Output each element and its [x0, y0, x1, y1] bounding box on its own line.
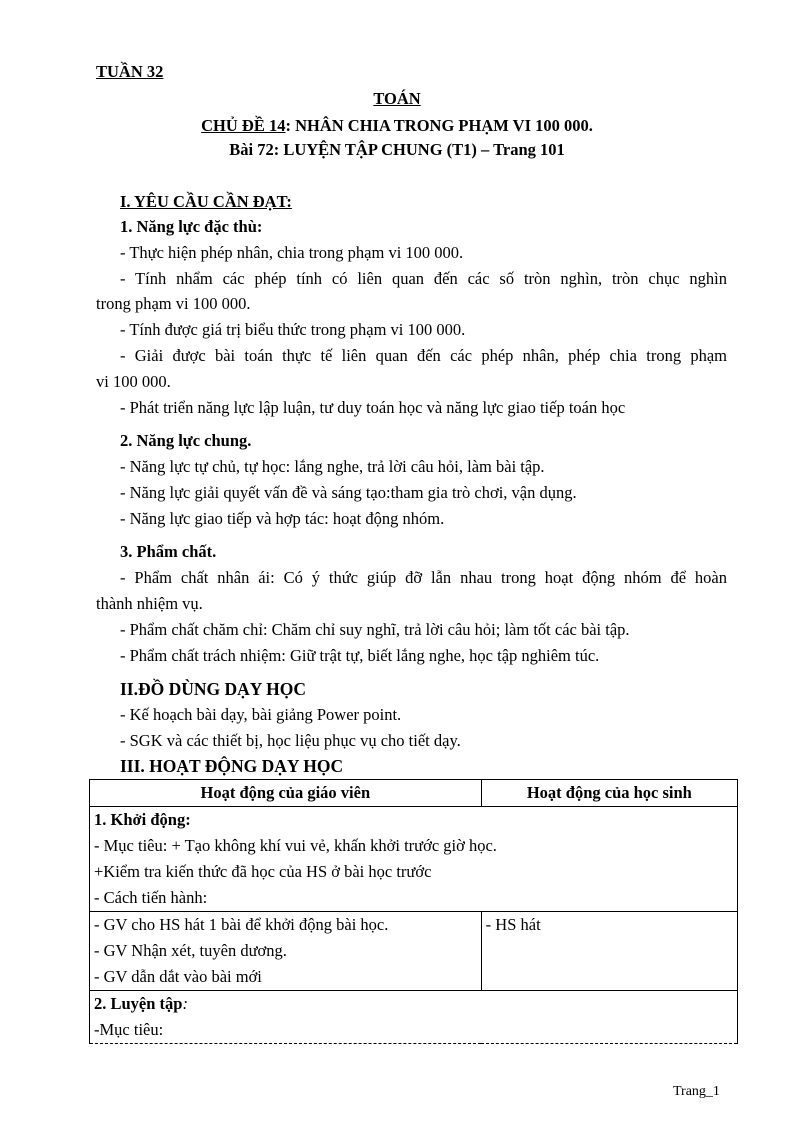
text-line: - Năng lực giải quyết vấn đề và sáng tạo:tham gia trò chơi, vận dụng.	[120, 483, 577, 502]
section-1-sub3-heading: 3. Phẩm chất.	[120, 542, 217, 561]
section-2-heading: II.ĐỒ DÙNG DẠY HỌC	[120, 679, 307, 699]
subject-title: TOÁN	[373, 89, 421, 108]
lesson-title: Bài 72: LUYỆN TẬP CHUNG (T1) – Trang 101	[229, 140, 565, 159]
practice-colon: :	[182, 994, 188, 1013]
text-line: thành nhiệm vụ.	[96, 594, 203, 613]
text-line: - Phát triển năng lực lập luận, tư duy toán học và năng lực giao tiếp toán học	[120, 398, 626, 417]
text-line: - Giải được bài toán thực tế liên quan đến các phép nhân, phép chia trong phạm	[120, 346, 727, 365]
practice-heading-line	[94, 991, 733, 1017]
text-line: - Năng lực tự chủ, tự học: lắng nghe, trả lời câu hỏi, làm bài tập.	[120, 457, 545, 476]
cell-line: - HS hát	[485, 915, 541, 934]
table-header-row	[90, 780, 738, 807]
cell-line: - GV dẫn dắt vào bài mới	[94, 967, 262, 986]
teacher-column-header: Hoạt động của giáo viên	[90, 780, 482, 807]
topic-title	[0, 116, 794, 136]
warmup-cell	[90, 807, 738, 912]
text-line: - Tính nhẩm các phép tính có liên quan đến các số tròn nghìn, tròn chục nghìn	[120, 269, 727, 288]
practice-cell	[90, 991, 738, 1044]
page-number: Trang_1	[673, 1084, 720, 1099]
text-line: - Phẩm chất chăm chỉ: Chăm chỉ suy nghĩ, trả lời câu hỏi; làm tốt các bài tập.	[120, 620, 630, 639]
text-line: - Thực hiện phép nhân, chia trong phạm vi 100 000.	[120, 243, 464, 262]
section-3-heading: III. HOẠT ĐỘNG DẠY HỌC	[120, 756, 344, 776]
warmup-row	[90, 807, 738, 912]
text-line: - Tính được giá trị biểu thức trong phạm vi 100 000.	[120, 320, 466, 339]
student-activity-cell	[481, 912, 737, 991]
topic-name: : NHÂN CHIA TRONG PHẠM VI 100 000.	[285, 116, 593, 135]
cell-line: -Mục tiêu:	[94, 1020, 164, 1039]
week-label: TUẦN 32	[96, 62, 164, 81]
section-1-sub1-heading: 1. Năng lực đặc thù:	[120, 217, 263, 236]
text-line: - Năng lực giao tiếp và hợp tác: hoạt động nhóm.	[120, 509, 445, 528]
cell-line: - GV cho HS hát 1 bài để khởi động bài học.	[94, 915, 389, 934]
student-column-header: Hoạt động của học sinh	[481, 780, 737, 807]
practice-row	[90, 991, 738, 1044]
text-line: vi 100 000.	[96, 372, 171, 391]
cell-line: - GV Nhận xét, tuyên dương.	[94, 941, 287, 960]
text-line: - Phẩm chất trách nhiệm: Giữ trật tự, biết lắng nghe, học tập nghiêm túc.	[120, 646, 600, 665]
cell-line: - Mục tiêu: + Tạo không khí vui vẻ, khấn khởi trước giờ học.	[94, 836, 497, 855]
section-1-heading: I. YÊU CẦU CẦN ĐẠT:	[120, 192, 292, 211]
text-line: - SGK và các thiết bị, học liệu phục vụ cho tiết dạy.	[120, 731, 461, 750]
text-line: trong phạm vi 100 000.	[96, 294, 251, 313]
text-line: - Phẩm chất nhân ái: Có ý thức giúp đỡ lẫn nhau trong hoạt động nhóm để hoàn	[120, 568, 727, 587]
practice-heading: 2. Luyện tập	[94, 994, 183, 1013]
teacher-activity-cell	[90, 912, 482, 991]
warmup-heading: 1. Khởi động:	[94, 810, 191, 829]
cell-line: +Kiểm tra kiến thức đã học của HS ở bài học trước	[94, 862, 432, 881]
cell-line: - Cách tiến hành:	[94, 888, 208, 907]
section-1-sub2-heading: 2. Năng lực chung.	[120, 431, 252, 450]
text-line: - Kế hoạch bài dạy, bài giảng Power point.	[120, 705, 402, 724]
topic-label: CHỦ ĐỀ 14	[201, 116, 286, 135]
warmup-activity-row	[90, 912, 738, 991]
activity-table	[89, 779, 738, 1044]
